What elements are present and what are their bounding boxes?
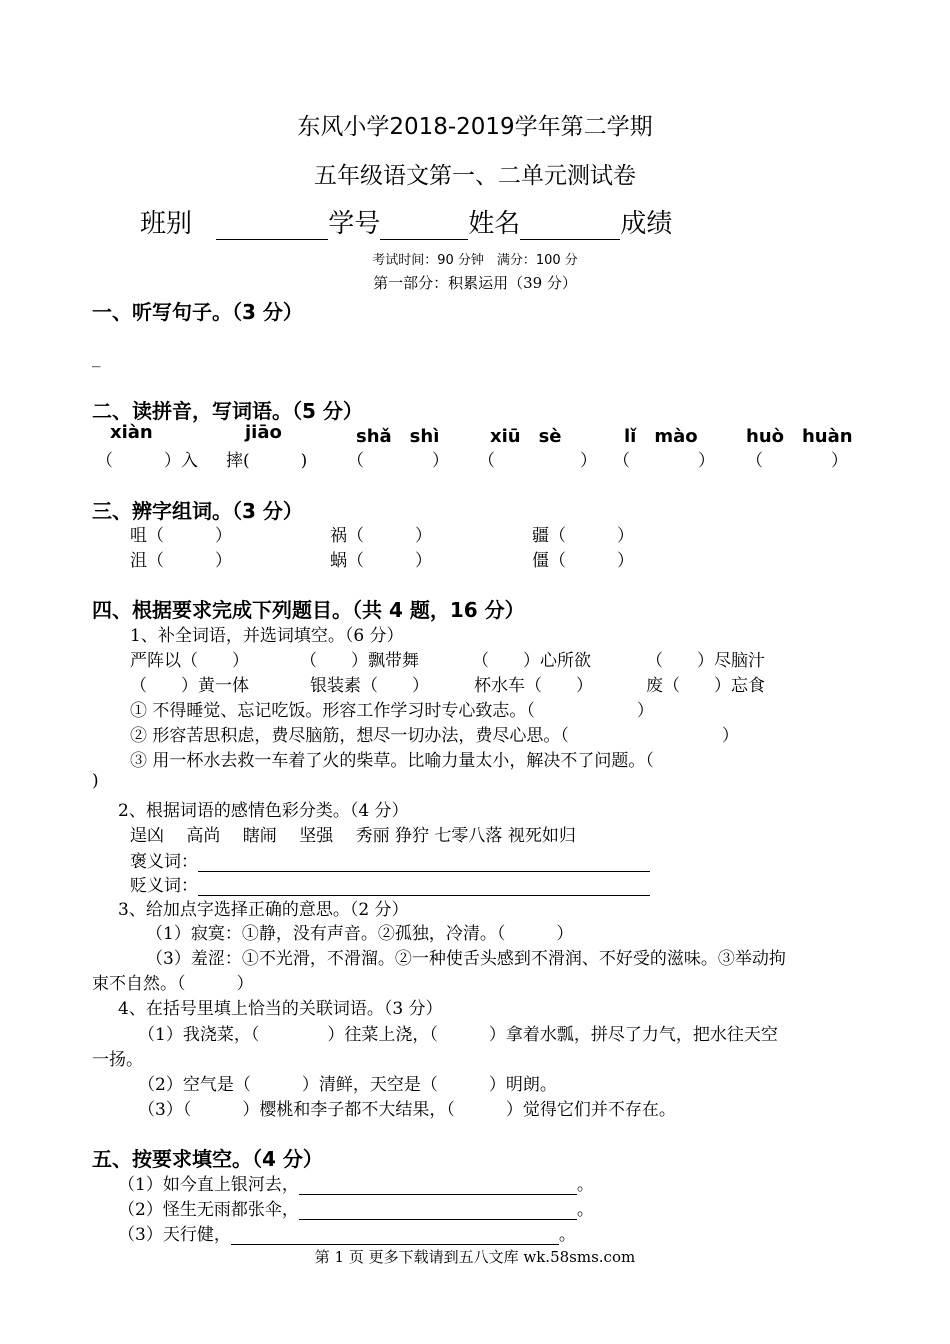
- section-5-title: 五、按要求填空。（4 分）: [92, 1147, 323, 1171]
- q3-item-2-cont[interactable]: 束不自然。（ ）: [92, 974, 254, 994]
- q4-item-1[interactable]: （1）我浇菜，（ ）往菜上浇，（ ）拿着水瓢，拼尽了力气，把水往天空: [138, 1025, 778, 1045]
- class-label: 班别: [140, 209, 193, 239]
- idiom-5[interactable]: （ ）黄一体: [130, 676, 249, 696]
- class-field[interactable]: [216, 213, 328, 240]
- char-item-6[interactable]: 僵（ ）: [532, 551, 634, 571]
- word-blank-2[interactable]: 摔( ): [226, 451, 308, 471]
- q1-heading: 1、补全词语，并选词填空。（6 分）: [130, 626, 404, 646]
- exam-subtitle: 五年级语文第一、二单元测试卷: [314, 163, 636, 189]
- part-heading: 第一部分：积累运用（39 分）: [373, 274, 577, 292]
- student-info-row: [140, 203, 672, 240]
- char-item-1[interactable]: 咀（ ）: [130, 526, 232, 546]
- poem-3-blank[interactable]: [231, 1226, 559, 1245]
- positive-words-row: [130, 847, 650, 872]
- idiom-7[interactable]: 杯水车（ ）: [474, 676, 593, 696]
- word-blank-3[interactable]: （ ）: [347, 451, 449, 471]
- name-field[interactable]: [520, 213, 620, 240]
- dictation-mark: _: [92, 348, 101, 368]
- id-label: 学号: [328, 209, 381, 239]
- negative-label: 贬义词：: [130, 876, 198, 896]
- idiom-3[interactable]: （ ）心所欲: [472, 651, 591, 671]
- positive-answer-line[interactable]: [198, 853, 650, 872]
- word-list: 逞凶 高尚 瞎闹 坚强 秀丽 狰狞 七零八落 视死如归: [130, 826, 576, 846]
- idiom-4[interactable]: （ ）尽脑汁: [646, 651, 765, 671]
- char-item-2[interactable]: 祸（ ）: [330, 526, 432, 546]
- poem-2-end: 。: [576, 1200, 594, 1220]
- q4-item-1-cont: 一扬。: [92, 1050, 143, 1070]
- char-item-5[interactable]: 蜗（ ）: [330, 551, 432, 571]
- section-4-title: 四、根据要求完成下列题目。（共 4 题，16 分）: [92, 598, 525, 622]
- q3-item-1[interactable]: （1）寂寞：①静，没有声音。②孤独，冷清。（ ）: [146, 924, 574, 944]
- poem-1-end: 。: [576, 1175, 594, 1195]
- poem-3-end: 。: [558, 1225, 576, 1245]
- poem-2-text: （2）怪生无雨都张伞，: [118, 1200, 299, 1220]
- name-label: 姓名: [468, 209, 521, 239]
- page-footer: 第 1 页 更多下载请到五八文库 wk.58sms.com: [314, 1248, 636, 1266]
- pinyin-5: lǐ mào: [624, 426, 698, 447]
- q3-heading: 3、给加点字选择正确的意思。（2 分）: [118, 900, 409, 920]
- positive-label: 褒义词：: [130, 852, 198, 872]
- choice-2[interactable]: ② 形容苦思积虑，费尽脑筋，想尽一切办法，费尽心思。（ ）: [130, 726, 739, 746]
- word-blank-4[interactable]: （ ）: [478, 451, 597, 471]
- pinyin-6: huò huàn: [746, 426, 853, 447]
- choice-3-end: ): [92, 771, 99, 791]
- q3-item-2[interactable]: （3）羞涩：①不光滑，不滑溜。②一种使舌头感到不滑润、不好受的滋味。③举动拘: [146, 949, 786, 969]
- pinyin-2: jiāo: [245, 422, 282, 443]
- choice-3[interactable]: ③ 用一杯水去救一车着了火的柴草。比喻力量太小，解决不了问题。（: [130, 751, 654, 771]
- word-blank-6[interactable]: （ ）: [746, 451, 848, 471]
- q4-heading: 4、在括号里填上恰当的关联词语。（3 分）: [118, 999, 443, 1019]
- negative-words-row: [130, 871, 650, 896]
- char-item-3[interactable]: 疆（ ）: [532, 526, 634, 546]
- id-field[interactable]: [380, 213, 468, 240]
- pinyin-4: xiū sè: [490, 426, 562, 447]
- section-3-title: 三、辨字组词。（3 分）: [92, 499, 303, 523]
- word-blank-5[interactable]: （ ）: [613, 451, 715, 471]
- poem-1-text: （1）如今直上银河去，: [118, 1175, 299, 1195]
- poem-line-1: [118, 1170, 594, 1195]
- negative-answer-line[interactable]: [198, 877, 650, 896]
- pinyin-3: shǎ shì: [356, 426, 440, 447]
- idiom-2[interactable]: （ ）飘带舞: [300, 651, 419, 671]
- poem-line-2: [118, 1195, 594, 1220]
- idiom-6[interactable]: 银装素（ ）: [310, 676, 429, 696]
- section-1-title: 一、听写句子。（3 分）: [92, 300, 303, 324]
- q4-item-2[interactable]: （2）空气是（ ）清鲜，天空是（ ）明朗。: [138, 1075, 557, 1095]
- pinyin-1: xiàn: [110, 422, 153, 443]
- poem-line-3: [118, 1220, 576, 1245]
- poem-1-blank[interactable]: [299, 1176, 577, 1195]
- poem-3-text: （3）天行健，: [118, 1225, 231, 1245]
- choice-1[interactable]: ① 不得睡觉、忘记吃饭。形容工作学习时专心致志。（ ）: [130, 701, 654, 721]
- exam-title: 东风小学2018-2019学年第二学期: [297, 114, 653, 140]
- q2-heading: 2、根据词语的感情色彩分类。（4 分）: [118, 801, 409, 821]
- poem-2-blank[interactable]: [299, 1201, 577, 1220]
- char-item-4[interactable]: 沮（ ）: [130, 551, 232, 571]
- idiom-8[interactable]: 废（ ）忘食: [646, 676, 765, 696]
- exam-info: 考试时间：90 分钟 满分：100 分: [372, 253, 578, 268]
- q4-item-3[interactable]: （3）（ ）樱桃和李子都不大结果，（ ）觉得它们并不存在。: [138, 1100, 676, 1120]
- section-2-title: 二、读拼音，写词语。（5 分）: [92, 399, 363, 423]
- idiom-1[interactable]: 严阵以（ ）: [130, 651, 249, 671]
- score-label: 成绩: [620, 209, 673, 239]
- word-blank-1[interactable]: （ ）入: [96, 451, 198, 471]
